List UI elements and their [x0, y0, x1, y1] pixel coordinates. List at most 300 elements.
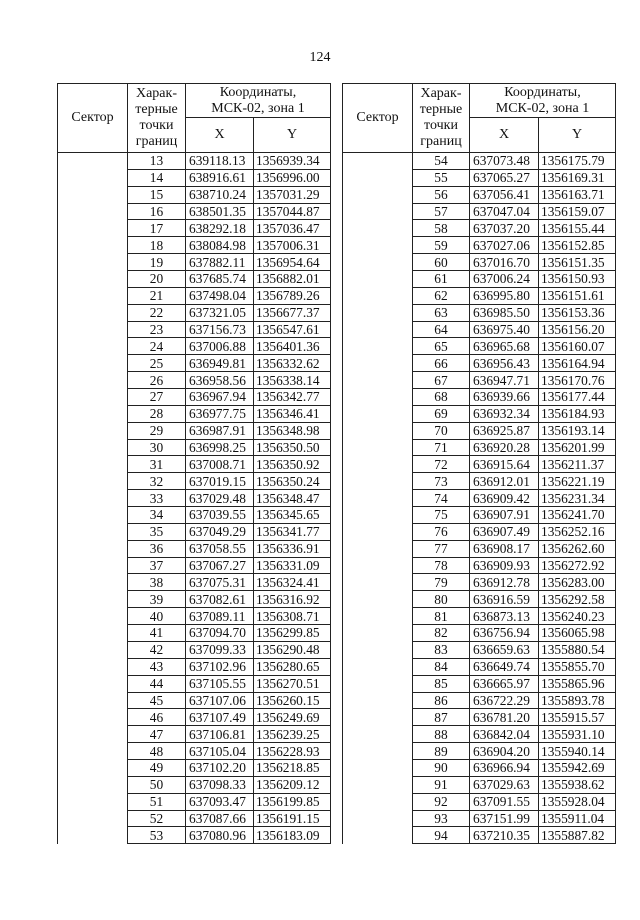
x-coordinate-cell: 637498.04 — [186, 287, 254, 304]
point-number-cell: 17 — [128, 220, 186, 237]
header-characteristic-points-line4: границ — [135, 134, 178, 149]
x-coordinate-cell: 637107.49 — [186, 709, 254, 726]
header-characteristic-points-line2: терные — [135, 102, 178, 117]
point-number-cell: 46 — [128, 709, 186, 726]
point-number-cell: 61 — [413, 271, 470, 288]
point-number-cell: 18 — [128, 237, 186, 254]
table-row — [58, 557, 331, 574]
point-number-cell: 71 — [413, 439, 470, 456]
point-number-cell: 76 — [413, 523, 470, 540]
x-coordinate-cell: 637321.05 — [186, 304, 254, 321]
point-number-cell: 13 — [128, 153, 186, 170]
point-number-cell: 21 — [128, 287, 186, 304]
point-number-cell: 85 — [413, 675, 470, 692]
table-row — [58, 169, 331, 186]
y-coordinate-cell: 1356280.65 — [254, 658, 331, 675]
sector-cell — [58, 776, 128, 793]
coordinates-table-left — [57, 83, 331, 844]
x-coordinate-cell: 636965.68 — [470, 338, 539, 355]
y-coordinate-cell: 1356342.77 — [254, 389, 331, 406]
table-row — [343, 203, 616, 220]
y-coordinate-cell: 1356324.41 — [254, 574, 331, 591]
point-number-cell: 58 — [413, 220, 470, 237]
y-coordinate-cell: 1355928.04 — [539, 793, 616, 810]
y-coordinate-cell: 1356199.85 — [254, 793, 331, 810]
sector-cell — [58, 608, 128, 625]
header-sector: Сектор — [343, 84, 413, 153]
sector-cell — [343, 355, 413, 372]
x-coordinate-cell: 637210.35 — [470, 827, 539, 844]
x-coordinate-cell: 637102.96 — [186, 658, 254, 675]
point-number-cell: 42 — [128, 641, 186, 658]
point-number-cell: 64 — [413, 321, 470, 338]
x-coordinate-cell: 636916.59 — [470, 591, 539, 608]
sector-cell — [343, 759, 413, 776]
table-row — [343, 169, 616, 186]
y-coordinate-cell: 1356156.20 — [539, 321, 616, 338]
x-coordinate-cell: 636975.40 — [470, 321, 539, 338]
x-coordinate-cell: 637058.55 — [186, 540, 254, 557]
table-row — [343, 540, 616, 557]
sector-cell — [58, 338, 128, 355]
point-number-cell: 60 — [413, 254, 470, 271]
y-coordinate-cell: 1356184.93 — [539, 405, 616, 422]
table-row — [343, 641, 616, 658]
point-number-cell: 65 — [413, 338, 470, 355]
sector-cell — [343, 523, 413, 540]
table-row — [58, 389, 331, 406]
table-row — [343, 827, 616, 844]
sector-cell — [58, 523, 128, 540]
point-number-cell: 53 — [128, 827, 186, 844]
sector-cell — [343, 422, 413, 439]
table-row — [343, 389, 616, 406]
point-number-cell: 33 — [128, 490, 186, 507]
point-number-cell: 28 — [128, 405, 186, 422]
x-coordinate-cell: 637039.55 — [186, 507, 254, 524]
x-coordinate-cell: 636722.29 — [470, 692, 539, 709]
sector-cell — [343, 153, 413, 170]
y-coordinate-cell: 1355911.04 — [539, 810, 616, 827]
y-coordinate-cell: 1355942.69 — [539, 759, 616, 776]
y-coordinate-cell: 1356292.58 — [539, 591, 616, 608]
point-number-cell: 34 — [128, 507, 186, 524]
table-row — [343, 625, 616, 642]
table-row — [58, 473, 331, 490]
table-row — [343, 422, 616, 439]
y-coordinate-cell: 1356290.48 — [254, 641, 331, 658]
sector-cell — [58, 254, 128, 271]
x-coordinate-cell: 636908.17 — [470, 540, 539, 557]
sector-cell — [58, 220, 128, 237]
table-row — [343, 709, 616, 726]
y-coordinate-cell: 1356160.07 — [539, 338, 616, 355]
x-coordinate-cell: 636904.20 — [470, 743, 539, 760]
sector-cell — [343, 574, 413, 591]
sector-cell — [343, 203, 413, 220]
sector-cell — [343, 473, 413, 490]
x-coordinate-cell: 636909.93 — [470, 557, 539, 574]
x-coordinate-cell: 637094.70 — [186, 625, 254, 642]
x-coordinate-cell: 637882.11 — [186, 254, 254, 271]
sector-cell — [343, 793, 413, 810]
point-number-cell: 38 — [128, 574, 186, 591]
table-row — [58, 355, 331, 372]
table-row — [343, 338, 616, 355]
point-number-cell: 54 — [413, 153, 470, 170]
sector-cell — [343, 220, 413, 237]
point-number-cell: 80 — [413, 591, 470, 608]
y-coordinate-cell: 1357044.87 — [254, 203, 331, 220]
coordinates-table-right — [342, 83, 616, 844]
sector-cell — [58, 304, 128, 321]
table-row — [343, 692, 616, 709]
point-number-cell: 89 — [413, 743, 470, 760]
table-row — [58, 608, 331, 625]
x-coordinate-cell: 636956.43 — [470, 355, 539, 372]
sector-cell — [58, 153, 128, 170]
point-number-cell: 45 — [128, 692, 186, 709]
sector-cell — [343, 726, 413, 743]
table-row — [58, 574, 331, 591]
y-coordinate-cell: 1356346.41 — [254, 405, 331, 422]
point-number-cell: 90 — [413, 759, 470, 776]
table-row — [58, 220, 331, 237]
table-row — [343, 490, 616, 507]
x-coordinate-cell: 636925.87 — [470, 422, 539, 439]
x-coordinate-cell: 637006.88 — [186, 338, 254, 355]
sector-cell — [58, 759, 128, 776]
table-row — [58, 153, 331, 170]
y-coordinate-cell: 1356163.71 — [539, 186, 616, 203]
point-number-cell: 82 — [413, 625, 470, 642]
y-coordinate-cell: 1356262.60 — [539, 540, 616, 557]
x-coordinate-cell: 636920.28 — [470, 439, 539, 456]
table-row — [343, 810, 616, 827]
y-coordinate-cell: 1356882.01 — [254, 271, 331, 288]
x-coordinate-cell: 636987.91 — [186, 422, 254, 439]
point-number-cell: 59 — [413, 237, 470, 254]
sector-cell — [58, 726, 128, 743]
x-coordinate-cell: 636977.75 — [186, 405, 254, 422]
point-number-cell: 57 — [413, 203, 470, 220]
x-coordinate-cell: 636649.74 — [470, 658, 539, 675]
x-coordinate-cell: 637075.31 — [186, 574, 254, 591]
sector-cell — [58, 810, 128, 827]
sector-cell — [58, 287, 128, 304]
table-body-left — [58, 153, 331, 844]
sector-cell — [58, 692, 128, 709]
y-coordinate-cell: 1356228.93 — [254, 743, 331, 760]
y-coordinate-cell: 1356221.19 — [539, 473, 616, 490]
point-number-cell: 37 — [128, 557, 186, 574]
sector-cell — [58, 186, 128, 203]
header-coordinates-line1: Координаты, — [219, 84, 297, 100]
y-coordinate-cell: 1356308.71 — [254, 608, 331, 625]
y-coordinate-cell: 1356677.37 — [254, 304, 331, 321]
y-coordinate-cell: 1356155.44 — [539, 220, 616, 237]
point-number-cell: 86 — [413, 692, 470, 709]
y-coordinate-cell: 1356191.15 — [254, 810, 331, 827]
x-coordinate-cell: 637105.04 — [186, 743, 254, 760]
y-coordinate-cell: 1356350.50 — [254, 439, 331, 456]
y-coordinate-cell: 1355940.14 — [539, 743, 616, 760]
y-coordinate-cell: 1356249.69 — [254, 709, 331, 726]
header-x: X — [186, 118, 254, 153]
sector-cell — [58, 709, 128, 726]
x-coordinate-cell: 637099.33 — [186, 641, 254, 658]
point-number-cell: 39 — [128, 591, 186, 608]
sector-cell — [343, 625, 413, 642]
table-row — [343, 608, 616, 625]
point-number-cell: 55 — [413, 169, 470, 186]
table-row — [58, 759, 331, 776]
table-row — [58, 793, 331, 810]
y-coordinate-cell: 1356316.92 — [254, 591, 331, 608]
point-number-cell: 48 — [128, 743, 186, 760]
y-coordinate-cell: 1356164.94 — [539, 355, 616, 372]
table-row — [58, 287, 331, 304]
table-row — [58, 776, 331, 793]
sector-cell — [343, 237, 413, 254]
x-coordinate-cell: 636659.63 — [470, 641, 539, 658]
y-coordinate-cell: 1356336.91 — [254, 540, 331, 557]
sector-cell — [58, 169, 128, 186]
header-coordinates-line1: Координаты, — [504, 84, 581, 100]
table-row — [58, 338, 331, 355]
header-characteristic-points — [128, 84, 186, 153]
x-coordinate-cell: 636966.94 — [470, 759, 539, 776]
x-coordinate-cell: 636932.34 — [470, 405, 539, 422]
sector-cell — [343, 372, 413, 389]
y-coordinate-cell: 1356218.85 — [254, 759, 331, 776]
y-coordinate-cell: 1356270.51 — [254, 675, 331, 692]
y-coordinate-cell: 1356283.00 — [539, 574, 616, 591]
point-number-cell: 32 — [128, 473, 186, 490]
point-number-cell: 24 — [128, 338, 186, 355]
x-coordinate-cell: 637107.06 — [186, 692, 254, 709]
point-number-cell: 68 — [413, 389, 470, 406]
x-coordinate-cell: 637091.55 — [470, 793, 539, 810]
sector-cell — [343, 641, 413, 658]
x-coordinate-cell: 637089.11 — [186, 608, 254, 625]
y-coordinate-cell: 1356183.09 — [254, 827, 331, 844]
sector-cell — [343, 692, 413, 709]
y-coordinate-cell: 1355893.78 — [539, 692, 616, 709]
table-row — [58, 456, 331, 473]
point-number-cell: 67 — [413, 372, 470, 389]
x-coordinate-cell: 638501.35 — [186, 203, 254, 220]
table-row — [343, 271, 616, 288]
sector-cell — [58, 743, 128, 760]
point-number-cell: 19 — [128, 254, 186, 271]
y-coordinate-cell: 1356350.24 — [254, 473, 331, 490]
table-row — [343, 793, 616, 810]
table-row — [58, 523, 331, 540]
sector-cell — [58, 490, 128, 507]
point-number-cell: 36 — [128, 540, 186, 557]
x-coordinate-cell: 637016.70 — [470, 254, 539, 271]
sector-cell — [58, 405, 128, 422]
y-coordinate-cell: 1356338.14 — [254, 372, 331, 389]
x-coordinate-cell: 637102.20 — [186, 759, 254, 776]
x-coordinate-cell: 636912.78 — [470, 574, 539, 591]
sector-cell — [58, 658, 128, 675]
sector-cell — [58, 793, 128, 810]
header-x: X — [470, 118, 539, 153]
point-number-cell: 66 — [413, 355, 470, 372]
point-number-cell: 50 — [128, 776, 186, 793]
table-row — [58, 675, 331, 692]
point-number-cell: 93 — [413, 810, 470, 827]
x-coordinate-cell: 638084.98 — [186, 237, 254, 254]
table-row — [343, 372, 616, 389]
x-coordinate-cell: 636915.64 — [470, 456, 539, 473]
x-coordinate-cell: 636912.01 — [470, 473, 539, 490]
y-coordinate-cell: 1356151.35 — [539, 254, 616, 271]
sector-cell — [58, 641, 128, 658]
y-coordinate-cell: 1357006.31 — [254, 237, 331, 254]
table-row — [58, 439, 331, 456]
point-number-cell: 77 — [413, 540, 470, 557]
point-number-cell: 52 — [128, 810, 186, 827]
y-coordinate-cell: 1356201.99 — [539, 439, 616, 456]
table-row — [343, 321, 616, 338]
y-coordinate-cell: 1356211.37 — [539, 456, 616, 473]
point-number-cell: 30 — [128, 439, 186, 456]
sector-cell — [58, 625, 128, 642]
point-number-cell: 62 — [413, 287, 470, 304]
table-row — [58, 810, 331, 827]
header-characteristic-points-line3: точки — [424, 118, 458, 133]
table-row — [343, 759, 616, 776]
x-coordinate-cell: 636947.71 — [470, 372, 539, 389]
header-characteristic-points-line2: терные — [419, 102, 463, 117]
x-coordinate-cell: 638916.61 — [186, 169, 254, 186]
sector-cell — [343, 591, 413, 608]
x-coordinate-cell: 637082.61 — [186, 591, 254, 608]
point-number-cell: 26 — [128, 372, 186, 389]
point-number-cell: 35 — [128, 523, 186, 540]
page-number: 124 — [309, 50, 331, 65]
y-coordinate-cell: 1355887.82 — [539, 827, 616, 844]
header-coordinates-line2: МСК-02, зона 1 — [495, 100, 590, 116]
y-coordinate-cell: 1355865.96 — [539, 675, 616, 692]
x-coordinate-cell: 636998.25 — [186, 439, 254, 456]
table-row — [343, 473, 616, 490]
sector-cell — [58, 321, 128, 338]
sector-cell — [343, 810, 413, 827]
y-coordinate-cell: 1356065.98 — [539, 625, 616, 642]
y-coordinate-cell: 1357031.29 — [254, 186, 331, 203]
y-coordinate-cell: 1355855.70 — [539, 658, 616, 675]
table-row — [58, 321, 331, 338]
x-coordinate-cell: 637073.48 — [470, 153, 539, 170]
table-row — [343, 186, 616, 203]
x-coordinate-cell: 637106.81 — [186, 726, 254, 743]
y-coordinate-cell: 1356299.85 — [254, 625, 331, 642]
point-number-cell: 91 — [413, 776, 470, 793]
header-characteristic-points — [413, 84, 470, 153]
table-row — [58, 709, 331, 726]
table-row — [58, 271, 331, 288]
point-number-cell: 27 — [128, 389, 186, 406]
table-row — [343, 658, 616, 675]
sector-cell — [343, 776, 413, 793]
table-row — [343, 456, 616, 473]
x-coordinate-cell: 636756.94 — [470, 625, 539, 642]
table-row — [58, 254, 331, 271]
table-row — [58, 203, 331, 220]
y-coordinate-cell: 1356159.07 — [539, 203, 616, 220]
point-number-cell: 79 — [413, 574, 470, 591]
point-number-cell: 72 — [413, 456, 470, 473]
x-coordinate-cell: 637105.55 — [186, 675, 254, 692]
table-row — [58, 422, 331, 439]
y-coordinate-cell: 1357036.47 — [254, 220, 331, 237]
y-coordinate-cell: 1356170.76 — [539, 372, 616, 389]
sector-cell — [343, 507, 413, 524]
table-row — [58, 692, 331, 709]
y-coordinate-cell: 1356193.14 — [539, 422, 616, 439]
point-number-cell: 25 — [128, 355, 186, 372]
point-number-cell: 56 — [413, 186, 470, 203]
x-coordinate-cell: 637008.71 — [186, 456, 254, 473]
point-number-cell: 92 — [413, 793, 470, 810]
sector-cell — [58, 237, 128, 254]
sector-cell — [343, 405, 413, 422]
point-number-cell: 87 — [413, 709, 470, 726]
y-coordinate-cell: 1356153.36 — [539, 304, 616, 321]
table-row — [343, 153, 616, 170]
y-coordinate-cell: 1356789.26 — [254, 287, 331, 304]
sector-cell — [343, 709, 413, 726]
header-characteristic-points-line3: точки — [139, 118, 174, 133]
point-number-cell: 23 — [128, 321, 186, 338]
x-coordinate-cell: 639118.13 — [186, 153, 254, 170]
sector-cell — [343, 389, 413, 406]
point-number-cell: 74 — [413, 490, 470, 507]
x-coordinate-cell: 636995.80 — [470, 287, 539, 304]
point-number-cell: 94 — [413, 827, 470, 844]
sector-cell — [343, 658, 413, 675]
y-coordinate-cell: 1355938.62 — [539, 776, 616, 793]
point-number-cell: 69 — [413, 405, 470, 422]
table-body-right — [343, 153, 616, 844]
table-row — [343, 591, 616, 608]
sector-cell — [343, 540, 413, 557]
x-coordinate-cell: 637685.74 — [186, 271, 254, 288]
header-y: Y — [254, 118, 331, 153]
table-row — [343, 743, 616, 760]
sector-cell — [58, 557, 128, 574]
x-coordinate-cell: 636949.81 — [186, 355, 254, 372]
point-number-cell: 29 — [128, 422, 186, 439]
table-row — [343, 220, 616, 237]
table-row — [343, 726, 616, 743]
y-coordinate-cell: 1356345.65 — [254, 507, 331, 524]
y-coordinate-cell: 1356996.00 — [254, 169, 331, 186]
table-row — [343, 254, 616, 271]
x-coordinate-cell: 637049.29 — [186, 523, 254, 540]
point-number-cell: 49 — [128, 759, 186, 776]
sector-cell — [343, 675, 413, 692]
sector-cell — [343, 338, 413, 355]
sector-cell — [343, 271, 413, 288]
x-coordinate-cell: 637080.96 — [186, 827, 254, 844]
sector-cell — [58, 591, 128, 608]
sector-cell — [58, 473, 128, 490]
